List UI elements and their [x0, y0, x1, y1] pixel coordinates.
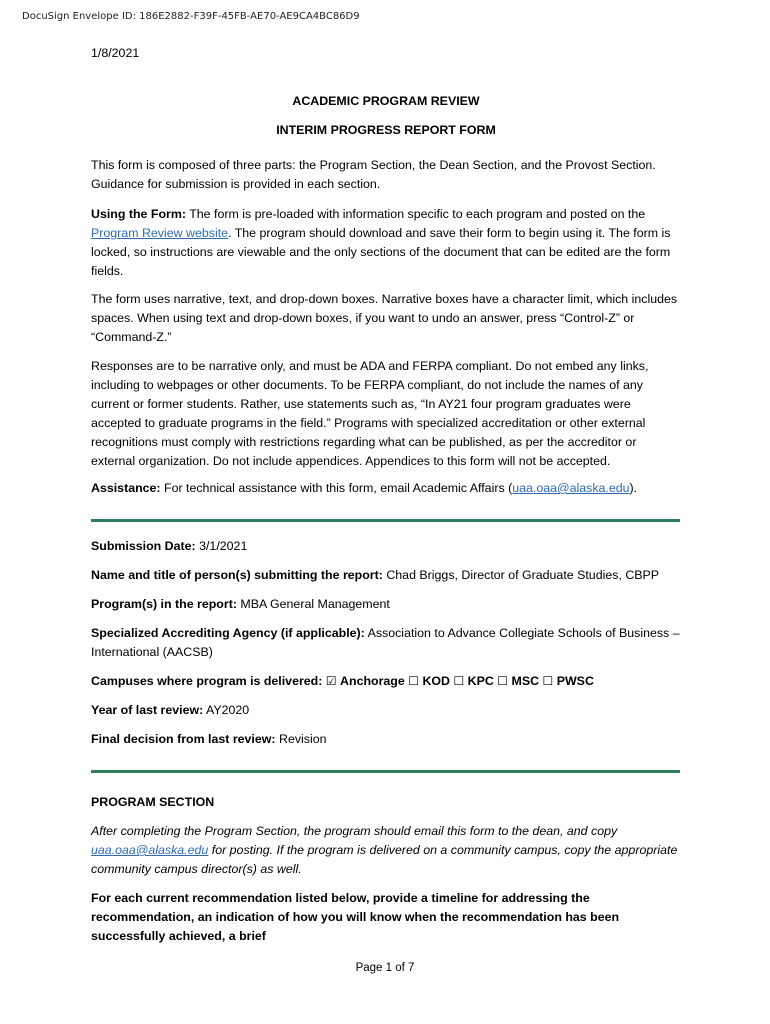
instructions-email-link[interactable]: uaa.oaa@alaska.edu — [91, 843, 209, 857]
last-review-value[interactable]: AY2020 — [203, 703, 250, 717]
using-form-text-1: The form is pre-loaded with information specific to each program and posted on the — [186, 207, 646, 221]
final-decision-label: Final decision from last review: — [91, 732, 276, 746]
section-divider-top — [91, 519, 680, 522]
kod-checkbox[interactable]: ☐ — [408, 674, 419, 688]
pwsc-checkbox[interactable]: ☐ — [542, 674, 554, 688]
assistance-email-link[interactable]: uaa.oaa@alaska.edu — [512, 481, 630, 495]
assistance-paragraph — [91, 479, 681, 498]
campuses-label: Campuses where program is delivered: — [91, 674, 323, 688]
agency-value[interactable]: Association to Advance Collegiate Schools of Business – International (AACSB) — [91, 626, 680, 659]
pwsc-option-label: PWSC — [556, 674, 594, 688]
submitter-value[interactable]: Chad Briggs, Director of Graduate Studies, CBPP — [382, 568, 660, 582]
submission-date-value[interactable]: 3/1/2021 — [195, 539, 248, 553]
kod-option-label: KOD — [422, 674, 450, 688]
assistance-text-2: ). — [629, 481, 638, 495]
kpc-checkbox[interactable]: ☐ — [453, 674, 465, 688]
kpc-option-label: KPC — [467, 674, 494, 688]
submitter-label: Name and title of person(s) submitting the report: — [91, 568, 383, 582]
document-date: 1/8/2021 — [91, 46, 140, 60]
instructions-text-1: After completing the Program Section, the program should email this form to the dean, and copy — [91, 824, 618, 838]
last-review-label: Year of last review: — [91, 703, 204, 717]
document-subtitle: INTERIM PROGRESS REPORT FORM — [276, 123, 496, 137]
assistance-label: Assistance: — [91, 481, 161, 495]
intro-paragraph: This form is composed of three parts: the Program Section, the Dean Section, and the Provost Section. Guidance for submission is provided in each section. — [91, 158, 656, 191]
msc-option-label: MSC — [511, 674, 540, 688]
program-section-instructions — [91, 822, 681, 879]
assistance-text-1: For technical assistance with this form, email Academic Affairs ( — [160, 481, 513, 495]
anchorage-option-label: Anchorage — [340, 674, 405, 688]
campuses-field — [91, 672, 681, 691]
submission-date-field — [91, 537, 681, 556]
page-number: Page 1 of 7 — [355, 962, 415, 974]
program-section-heading: PROGRAM SECTION — [91, 795, 215, 809]
docusign-envelope-id: DocuSign Envelope ID: 186E2882-F39F-45FB-AE70-AE9CA4BC86D9 — [22, 11, 360, 22]
programs-field — [91, 595, 681, 614]
boxes-paragraph: The form uses narrative, text, and drop-down boxes. Narrative boxes have a character limit, which includes spaces. When using text and drop-down boxes, if you want to undo an answer, press “Control-Z” or “Command-Z.” — [91, 292, 678, 344]
final-decision-value[interactable]: Revision — [275, 732, 327, 746]
program-review-link[interactable]: Program Review website — [91, 226, 229, 240]
agency-label: Specialized Accrediting Agency (if applicable): — [91, 626, 365, 640]
instructions-text-2: for posting. If the program is delivered on a community campus, copy the appropriate community campus director(s) as well. — [91, 843, 678, 876]
submitter-field — [91, 566, 681, 585]
programs-value[interactable]: MBA General Management — [236, 597, 390, 611]
agency-field — [91, 624, 681, 662]
final-decision-field — [91, 730, 681, 749]
using-form-paragraph — [91, 205, 681, 281]
section-divider-bottom — [91, 770, 680, 773]
anchorage-checkbox[interactable]: ☑ — [325, 674, 337, 688]
submission-date-label: Submission Date: — [91, 539, 196, 553]
document-title: ACADEMIC PROGRAM REVIEW — [292, 94, 480, 108]
msc-checkbox[interactable]: ☐ — [497, 674, 509, 688]
last-review-field — [91, 701, 681, 720]
using-form-label: Using the Form: — [91, 207, 186, 221]
responses-paragraph: Responses are to be narrative only, and must be ADA and FERPA compliant. Do not embed any links, including to webpages or other documents. To be FERPA compliant, do not include the names of any current or former students. Rather, use statements such as, “In AY21 four program graduates were accepted to graduate programs in the field.” Programs with specialized accreditation or other external recognitions must comply with restrictions regarding what can be published, as per the accreditor or external organization. Do not include appendices. Appendices to this form will not be accepted. — [91, 359, 649, 468]
recommendation-instruction: For each current recommendation listed below, provide a timeline for addressing the recommendation, an indication of how you will know when the recommendation has been successfully achieved, a brief — [91, 891, 620, 943]
programs-label: Program(s) in the report: — [91, 597, 237, 611]
using-form-text-2: . The program should download and save their form to begin using it. The form is locked, so instructions are viewable and the only sections of the document that can be edited are the form fields. — [91, 226, 671, 278]
